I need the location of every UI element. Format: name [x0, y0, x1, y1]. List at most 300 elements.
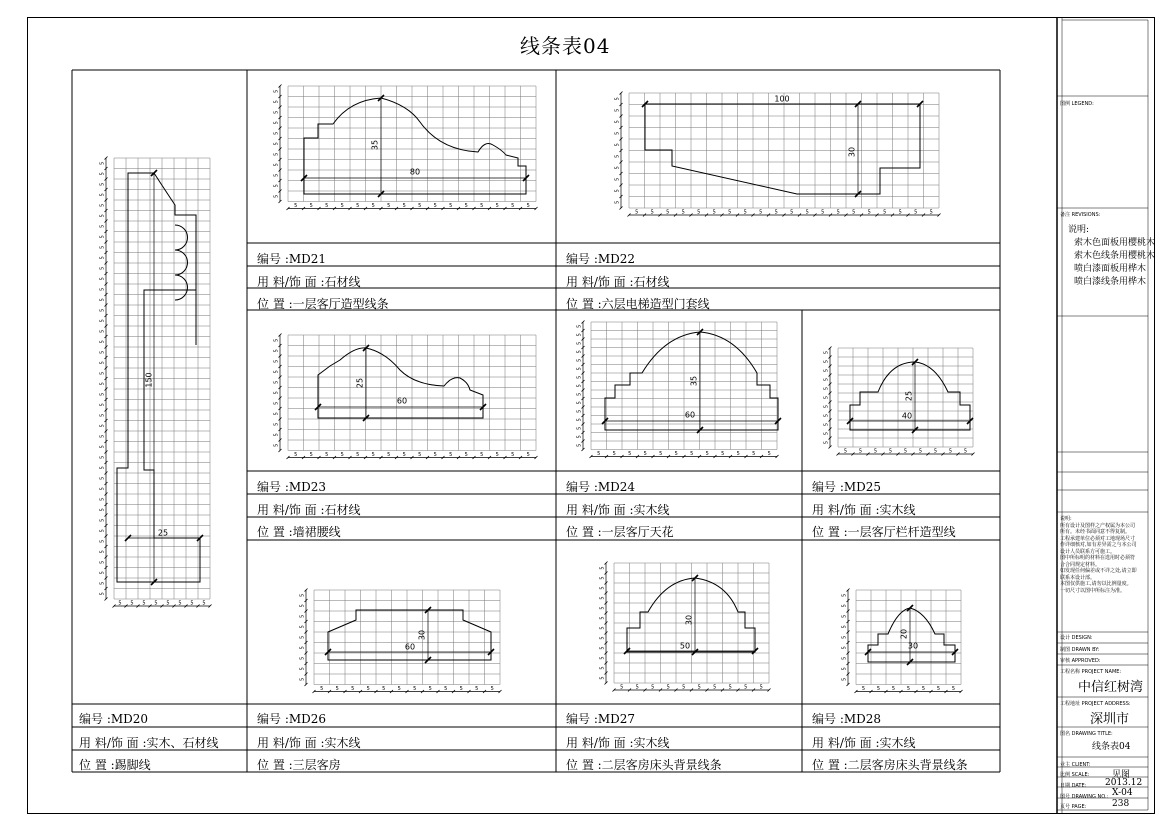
scale-tick-label: 5 [294, 452, 298, 458]
scale-tick-label: 5 [480, 203, 484, 209]
scale-tick-label: 5 [475, 686, 479, 692]
scale-tick-label: 5 [154, 600, 158, 607]
scale-tick-label: 5 [963, 448, 968, 455]
md22-width-label: 100 [774, 94, 790, 104]
scale-tick-label: 5 [614, 108, 621, 112]
scale-tick-label: 5 [576, 367, 583, 371]
scale-tick-label: 5 [459, 686, 463, 692]
md28-outline [868, 608, 955, 662]
scale-tick-label: 5 [495, 203, 499, 209]
scale-tick-label: 5 [340, 452, 344, 458]
scale-tick-label: 5 [273, 163, 280, 167]
scale-tick-label: 5 [841, 625, 848, 629]
scale-tick-label: 5 [918, 448, 923, 455]
scale-tick-label: 5 [99, 508, 106, 512]
scale-tick-label: 5 [823, 386, 830, 391]
scale-tick-label: 5 [576, 392, 583, 396]
scale-tick-label: 5 [299, 604, 306, 608]
scale-tick-label: 5 [490, 686, 494, 692]
md24-height-label: 35 [689, 375, 699, 387]
scale-tick-label: 5 [413, 686, 417, 692]
scale-tick-label: 5 [936, 686, 941, 692]
scale-tick-label: 5 [418, 452, 422, 458]
scale-tick-label: 5 [805, 209, 809, 216]
scale-tick-label: 5 [861, 686, 866, 692]
scale-tick-label: 5 [752, 451, 756, 457]
scale-tick-label: 5 [576, 333, 583, 337]
md23-height-label: 25 [355, 377, 365, 389]
md20-material: 用 料/饰 面 :实木、石材线 [79, 736, 219, 750]
scale-tick-label: 5 [635, 209, 639, 216]
scale-tick-label: 5 [356, 452, 360, 458]
scale-tick-label: 5 [841, 635, 848, 639]
md28-height-label: 20 [899, 628, 909, 640]
scale-tick-label: 5 [299, 614, 306, 618]
scale-tick-label: 5 [99, 287, 106, 291]
scale-tick-label: 5 [99, 434, 106, 438]
scale-tick-label: 5 [614, 200, 621, 204]
md24-position: 位 置 :一层客厅天花 [566, 525, 674, 539]
scale-tick-label: 5 [576, 358, 583, 362]
scale-tick-label: 5 [883, 209, 887, 216]
md27-width-label: 50 [679, 641, 691, 651]
scale-tick-label: 5 [597, 451, 601, 457]
scale-tick-label: 5 [99, 518, 106, 522]
md27-material: 用 料/饰 面 :实木线 [566, 736, 670, 750]
date-label: 日期 DATE: [1060, 783, 1087, 789]
scale-tick-label: 5 [178, 600, 182, 607]
scale-tick-label: 5 [614, 97, 621, 101]
scale-tick-label: 5 [898, 209, 902, 216]
scale-tick-label: 5 [576, 384, 583, 388]
scale-tick-label: 5 [873, 448, 878, 455]
drawing-title-label: 图名 DRAWING TITLE: [1060, 731, 1113, 737]
scale-tick-label: 5 [681, 209, 685, 216]
scale-tick-label: 5 [99, 203, 106, 207]
scale-tick-label: 5 [428, 686, 432, 692]
scale-tick-label: 5 [841, 656, 848, 660]
scale-tick-label: 5 [576, 350, 583, 354]
sheet-title: 线条表04 [520, 34, 611, 58]
scale-tick-label: 5 [464, 203, 468, 209]
md27-code: 编号 :MD27 [566, 712, 636, 726]
scale-tick-label: 5 [273, 443, 280, 447]
scale-tick-label: 5 [841, 667, 848, 671]
scale-tick-label: 5 [823, 395, 830, 400]
scale-tick-label: 5 [118, 600, 122, 607]
fine-line: 一切尺寸以图中所标注为准。 [1060, 587, 1126, 594]
scale-tick-label: 5 [273, 152, 280, 156]
scale-tick-label: 5 [99, 592, 106, 596]
scale-tick-label: 5 [418, 203, 422, 209]
scale-tick-label: 5 [273, 422, 280, 426]
md20-width-label: 25 [157, 528, 169, 538]
scale-tick-label: 5 [433, 452, 437, 458]
scale-tick-label: 5 [599, 586, 606, 590]
scale-tick-label: 5 [576, 341, 583, 345]
scale-tick-label: 5 [511, 203, 515, 209]
scale-tick-label: 5 [576, 409, 583, 413]
scale-tick-label: 5 [382, 686, 386, 692]
scale-tick-label: 5 [576, 401, 583, 405]
scale-tick-label: 5 [599, 576, 606, 580]
md28-material: 用 料/饰 面 :实木线 [812, 736, 916, 750]
scale-tick-label: 5 [433, 203, 437, 209]
fine-title: 说明: [1060, 516, 1072, 522]
scale-tick-label: 5 [309, 452, 313, 458]
md25-code: 编号 :MD25 [812, 480, 882, 494]
scale-tick-label: 5 [99, 581, 106, 585]
scale-tick-label: 5 [823, 431, 830, 436]
note-line: 索木色线条用樱桃木 [1074, 251, 1156, 261]
scale-tick-label: 5 [836, 209, 840, 216]
page-label: 页号 PAGE: [1060, 804, 1087, 810]
drawing-title: 线条表04 [1092, 742, 1131, 752]
scale-tick-label: 5 [876, 686, 881, 692]
scale-tick-label: 5 [666, 209, 670, 216]
design-label: 设计 DESIGN: [1060, 635, 1093, 641]
scale-tick-label: 5 [99, 266, 106, 270]
scale-tick-label: 5 [650, 209, 654, 216]
scale-tick-label: 5 [273, 110, 280, 114]
scale-tick-label: 5 [99, 256, 106, 260]
scale-tick-label: 5 [273, 121, 280, 125]
scale-tick-label: 5 [99, 466, 106, 470]
md20-outline [117, 173, 200, 582]
scale-tick-label: 5 [273, 359, 280, 363]
scale-tick-label: 5 [823, 359, 830, 364]
scale-tick-label: 5 [666, 684, 670, 691]
scale-tick-label: 5 [325, 452, 329, 458]
scale-tick-label: 5 [823, 350, 830, 355]
fine-line: 设计人员联系方可施工。 [1060, 548, 1116, 555]
scale-tick-label: 5 [659, 451, 663, 457]
scale-tick-label: 5 [366, 686, 370, 692]
approved-label: 审核 APPROVED: [1060, 658, 1101, 664]
scale-tick-label: 5 [444, 686, 448, 692]
scale-tick-label: 5 [99, 392, 106, 396]
scale-tick-label: 5 [299, 593, 306, 597]
scale-tick-label: 5 [99, 308, 106, 312]
material-notes [1068, 224, 1155, 289]
scale-tick-label: 5 [690, 451, 694, 457]
scale-tick-label: 5 [651, 684, 655, 691]
scale-tick-label: 5 [371, 452, 375, 458]
drawing-no-label: 图号 DRAWING NO.: [1060, 794, 1109, 800]
scale-tick-label: 5 [299, 635, 306, 639]
scale-tick-label: 5 [906, 686, 911, 692]
scale-tick-label: 5 [99, 445, 106, 449]
project-address: 深圳市 [1090, 712, 1130, 727]
scale-tick-label: 5 [166, 600, 170, 607]
scale-tick-label: 5 [202, 600, 206, 607]
scale-tick-label: 5 [599, 646, 606, 650]
scale-tick-label: 5 [712, 209, 716, 216]
md23-width-label: 60 [396, 396, 408, 406]
scale-tick-label: 5 [614, 166, 621, 170]
fine-line: 如发现任何偏差或不详之处,请立即 [1060, 568, 1137, 574]
scale-tick-label: 5 [99, 193, 106, 197]
scale-tick-label: 5 [99, 224, 106, 228]
scale-tick-label: 5 [843, 448, 848, 455]
project-name-label: 工程名称 PROJECT NAME: [1060, 669, 1122, 675]
scale-tick-label: 5 [921, 686, 926, 692]
scale-tick-label: 5 [614, 120, 621, 124]
md28-width-label: 30 [907, 641, 919, 651]
scale-tick-label: 5 [142, 600, 146, 607]
scale-tick-label: 5 [402, 452, 406, 458]
scale-tick-label: 5 [929, 209, 933, 216]
md27-position: 位 置 :二层客房床头背景线条 [566, 758, 722, 772]
fine-line: 联系本设计部。 [1060, 574, 1096, 581]
scale-tick-label: 5 [273, 173, 280, 177]
project-name: 中信红树湾 [1078, 680, 1144, 695]
scale-tick-label: 5 [99, 560, 106, 564]
scale-tick-label: 5 [99, 497, 106, 501]
scale-tick-label: 5 [273, 412, 280, 416]
scale-tick-label: 5 [387, 452, 391, 458]
scale-tick-label: 5 [841, 593, 848, 597]
md27-height-label: 30 [684, 614, 694, 626]
scale-tick-label: 5 [130, 600, 134, 607]
scale-tick-label: 5 [335, 686, 339, 692]
scale-tick-label: 5 [99, 172, 106, 176]
scale-tick-label: 5 [273, 184, 280, 188]
scale-tick-label: 5 [99, 350, 106, 354]
md21-height-label: 35 [370, 139, 380, 151]
scale-tick-label: 5 [99, 319, 106, 323]
scale-tick-label: 5 [576, 443, 583, 447]
note-line: 喷白漆线条用桦木 [1074, 277, 1147, 287]
scale-tick-label: 5 [858, 448, 863, 455]
scale-tick-label: 5 [273, 401, 280, 405]
scale-tick-label: 5 [387, 203, 391, 209]
scale-tick-label: 5 [402, 203, 406, 209]
md26-material: 用 料/饰 面 :实木线 [257, 736, 361, 750]
scale-tick-label: 5 [948, 448, 953, 455]
scale-tick-label: 5 [99, 235, 106, 239]
scale-tick-label: 5 [99, 455, 106, 459]
scale-tick-label: 5 [99, 329, 106, 333]
fine-line: 所有设计及图样之产权属为本公司 [1060, 522, 1136, 529]
scale-tick-label: 5 [273, 391, 280, 395]
scale-tick-label: 5 [841, 646, 848, 650]
notes-title: 说明: [1068, 225, 1090, 235]
scale-tick-label: 5 [273, 100, 280, 104]
md28-code: 编号 :MD28 [812, 712, 882, 726]
scale-tick-label: 5 [903, 448, 908, 455]
md26-code: 编号 :MD26 [257, 712, 327, 726]
md22-material: 用 料/饰 面 :石材线 [566, 275, 670, 289]
scale-tick-label: 5 [99, 245, 106, 249]
fine-notes [1060, 516, 1140, 594]
scale-tick-label: 5 [576, 324, 583, 328]
note-line: 索木色面板用樱桃木 [1074, 238, 1156, 248]
scale-tick-label: 5 [599, 656, 606, 660]
scale-tick-label: 5 [449, 452, 453, 458]
scale-tick-label: 5 [99, 298, 106, 302]
scale-tick-label: 5 [759, 209, 763, 216]
scale-tick-label: 5 [273, 194, 280, 198]
md23-position: 位 置 :墙裙腰线 [257, 525, 341, 539]
scale-tick-label: 5 [449, 203, 453, 209]
drawn-label: 制图 DRAWN BY: [1060, 647, 1100, 653]
md21-material: 用 料/饰 面 :石材线 [257, 275, 361, 289]
md25-material: 用 料/饰 面 :实木线 [812, 503, 916, 517]
scale-tick-label: 5 [99, 571, 106, 575]
scale-tick-label: 5 [294, 203, 298, 209]
scale-tick-label: 5 [674, 451, 678, 457]
scale-tick-label: 5 [888, 448, 893, 455]
md20-height-label: 150 [144, 372, 154, 388]
scale-tick-label: 5 [99, 539, 106, 543]
scale-tick-label: 5 [614, 131, 621, 135]
legend-label: 图例 LEGEND: [1060, 101, 1094, 107]
scale-tick-label: 5 [933, 448, 938, 455]
fine-line: 合合同规定材料。 [1060, 561, 1101, 568]
scale-tick-label: 5 [867, 209, 871, 216]
scale-tick-label: 5 [299, 677, 306, 681]
scale-tick-label: 5 [599, 676, 606, 680]
md22-height-label: 30 [847, 146, 857, 158]
scale-tick-label: 5 [599, 616, 606, 620]
scale-tick-label: 5 [397, 686, 401, 692]
scale-tick-label: 5 [273, 338, 280, 342]
scale-tick-label: 5 [914, 209, 918, 216]
md20-position: 位 置 :踢脚线 [79, 758, 151, 772]
scale-tick-label: 5 [774, 209, 778, 216]
md22-code: 编号 :MD22 [566, 252, 636, 266]
scale-tick-label: 5 [821, 209, 825, 216]
scale-tick-label: 5 [576, 418, 583, 422]
scale-tick-label: 5 [599, 636, 606, 640]
scale-tick-label: 5 [759, 684, 763, 691]
note-line: 喷白漆面板用桦木 [1074, 264, 1147, 274]
scale-tick-label: 5 [823, 404, 830, 409]
scale-tick-label: 5 [299, 667, 306, 671]
scale-label: 比例 SCALE: [1060, 772, 1090, 778]
md21-code: 编号 :MD21 [257, 252, 327, 266]
scale-tick-label: 5 [99, 382, 106, 386]
scale-value: 见图 [1112, 770, 1131, 780]
scale-tick-label: 5 [743, 209, 747, 216]
scale-tick-label: 5 [682, 684, 686, 691]
scale-tick-label: 5 [526, 452, 530, 458]
scale-tick-label: 5 [99, 424, 106, 428]
scale-tick-label: 5 [309, 203, 313, 209]
fine-line: 作详细核对,如有差异需之与本公司 [1060, 542, 1137, 548]
scale-tick-label: 5 [99, 340, 106, 344]
scale-tick-label: 5 [643, 451, 647, 457]
scale-tick-label: 5 [599, 666, 606, 670]
scale-tick-label: 5 [612, 451, 616, 457]
scale-tick-label: 5 [728, 209, 732, 216]
scale-tick-label: 5 [697, 684, 701, 691]
md26-width-label: 60 [404, 642, 416, 652]
scale-tick-label: 5 [614, 143, 621, 147]
scale-tick-label: 5 [614, 154, 621, 158]
md24-width-label: 60 [684, 410, 696, 420]
md25-height-label: 25 [904, 390, 914, 402]
scale-tick-label: 5 [599, 596, 606, 600]
scale-tick-label: 5 [891, 686, 896, 692]
scale-tick-label: 5 [841, 677, 848, 681]
scale-tick-label: 5 [736, 451, 740, 457]
scale-tick-label: 5 [273, 380, 280, 384]
scale-tick-label: 5 [495, 452, 499, 458]
fine-line: 所有。未经书面同意不得复制。 [1060, 529, 1131, 535]
scale-tick-label: 5 [99, 476, 106, 480]
scale-tick-label: 5 [576, 435, 583, 439]
scale-tick-label: 5 [464, 452, 468, 458]
scale-tick-label: 5 [273, 131, 280, 135]
scale-tick-label: 5 [99, 413, 106, 417]
revisions-label: 备注 REVISIONS: [1060, 212, 1101, 218]
scale-tick-label: 5 [841, 604, 848, 608]
scale-tick-label: 5 [790, 209, 794, 216]
scale-tick-label: 5 [823, 422, 830, 427]
md22-position: 位 置 :六层电梯造型门套线 [566, 297, 710, 311]
scale-tick-label: 5 [728, 684, 732, 691]
scale-tick-label: 5 [823, 368, 830, 373]
md20-code: 编号 :MD20 [79, 712, 149, 726]
md23-code: 编号 :MD23 [257, 480, 327, 494]
scale-tick-label: 5 [705, 451, 709, 457]
scale-tick-label: 5 [99, 277, 106, 281]
scale-tick-label: 5 [299, 646, 306, 650]
scale-tick-label: 5 [299, 625, 306, 629]
md22-outline [645, 104, 920, 194]
scale-tick-label: 5 [273, 89, 280, 93]
scale-tick-label: 5 [299, 656, 306, 660]
scale-tick-label: 5 [99, 214, 106, 218]
scale-tick-label: 5 [697, 209, 701, 216]
scale-tick-label: 5 [721, 451, 725, 457]
page-value: 238 [1112, 799, 1130, 809]
md24-code: 编号 :MD24 [566, 480, 636, 494]
scale-tick-label: 5 [599, 606, 606, 610]
scale-tick-label: 5 [340, 203, 344, 209]
scale-tick-label: 5 [356, 203, 360, 209]
scale-tick-label: 5 [99, 403, 106, 407]
scale-tick-label: 5 [767, 451, 771, 457]
fine-line: 工程承建单位必须对工地现场尺寸 [1060, 535, 1136, 542]
scale-tick-label: 5 [325, 203, 329, 209]
scale-tick-label: 5 [273, 433, 280, 437]
md25-width-label: 40 [901, 411, 913, 421]
scale-tick-label: 5 [852, 209, 856, 216]
scale-tick-label: 5 [99, 182, 106, 186]
scale-tick-label: 5 [273, 142, 280, 146]
scale-tick-label: 5 [99, 529, 106, 533]
client-label: 业主 CLIENT: [1060, 762, 1091, 768]
md26-outline [328, 610, 491, 660]
scale-tick-label: 5 [599, 626, 606, 630]
md21-width-label: 80 [409, 167, 421, 177]
scale-tick-label: 5 [599, 566, 606, 570]
scale-tick-label: 5 [99, 487, 106, 491]
md26-position: 位 置 :三层客房 [257, 758, 341, 772]
scale-tick-label: 5 [273, 370, 280, 374]
scale-tick-label: 5 [951, 686, 956, 692]
scale-tick-label: 5 [620, 684, 624, 691]
md25-position: 位 置 :一层客厅栏杆造型线 [812, 525, 956, 539]
scale-tick-label: 5 [841, 614, 848, 618]
scale-tick-label: 5 [744, 684, 748, 691]
md26-height-label: 30 [417, 629, 427, 641]
scale-tick-label: 5 [823, 377, 830, 382]
md28-position: 位 置 :二层客房床头背景线条 [812, 758, 968, 772]
